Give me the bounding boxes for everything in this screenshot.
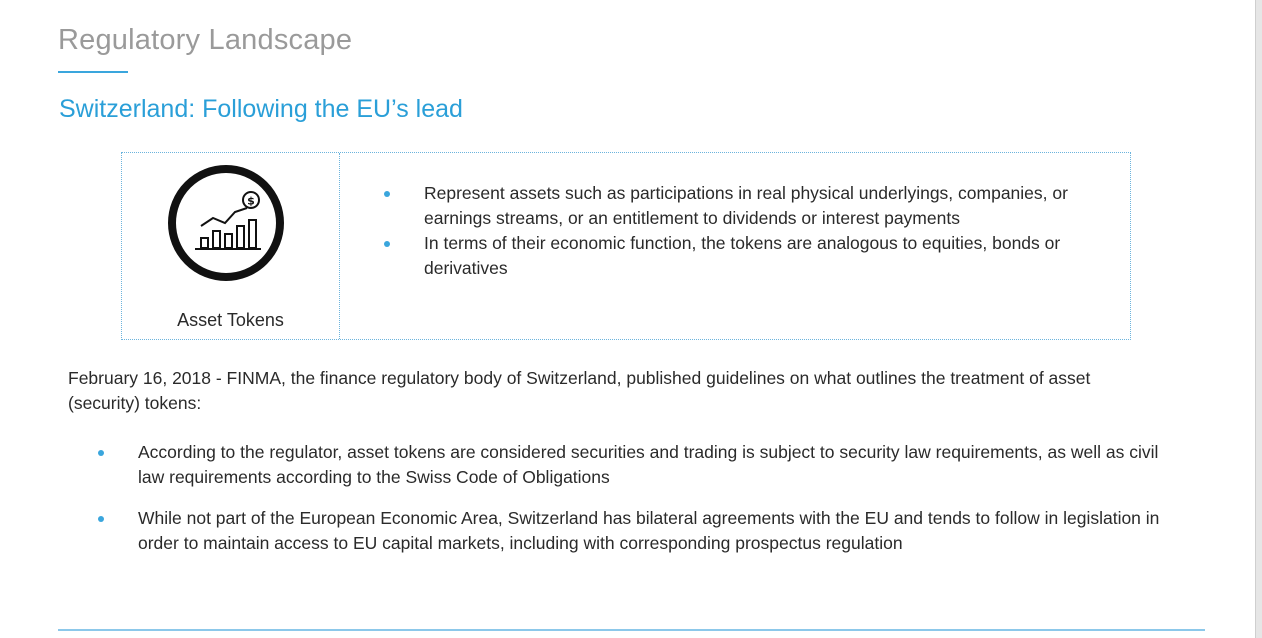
list-item: While not part of the European Economic Area, Switzerland has bilateral agreements with the EU and tends to follow in legislation in order to maintain access to EU capital markets, including with corresponding prospectus regulation: [98, 506, 1178, 556]
page-title: Regulatory Landscape: [58, 24, 353, 56]
asset-tokens-label: Asset Tokens: [177, 310, 284, 330]
list-item: In terms of their economic function, the tokens are analogous to equities, bonds or derivatives: [384, 231, 1114, 281]
footer-rule: [58, 629, 1205, 631]
growth-chart-dollar-icon: [167, 164, 285, 282]
regulation-bullets: [98, 440, 1178, 572]
title-underline: [58, 71, 128, 73]
section-subtitle: Switzerland: Following the EU’s lead: [59, 95, 463, 123]
asset-token-bullets: [384, 181, 1114, 281]
asset-tokens-card: [121, 152, 1131, 340]
list-item: Represent assets such as participations in real physical underlyings, companies, or earnings streams, or an entitlement to dividends or interest payments: [384, 181, 1114, 231]
page-edge: [1255, 0, 1262, 638]
card-divider: [339, 153, 340, 339]
intro-paragraph: February 16, 2018 - FINMA, the finance regulatory body of Switzerland, published guidelines on what outlines the treatment of asset (security) tokens:: [68, 368, 1091, 413]
list-item: According to the regulator, asset tokens are considered securities and trading is subject to security law requirements, as well as civil law requirements according to the Swiss Code of Obligations: [98, 440, 1178, 490]
svg-text:$: $: [247, 194, 255, 208]
